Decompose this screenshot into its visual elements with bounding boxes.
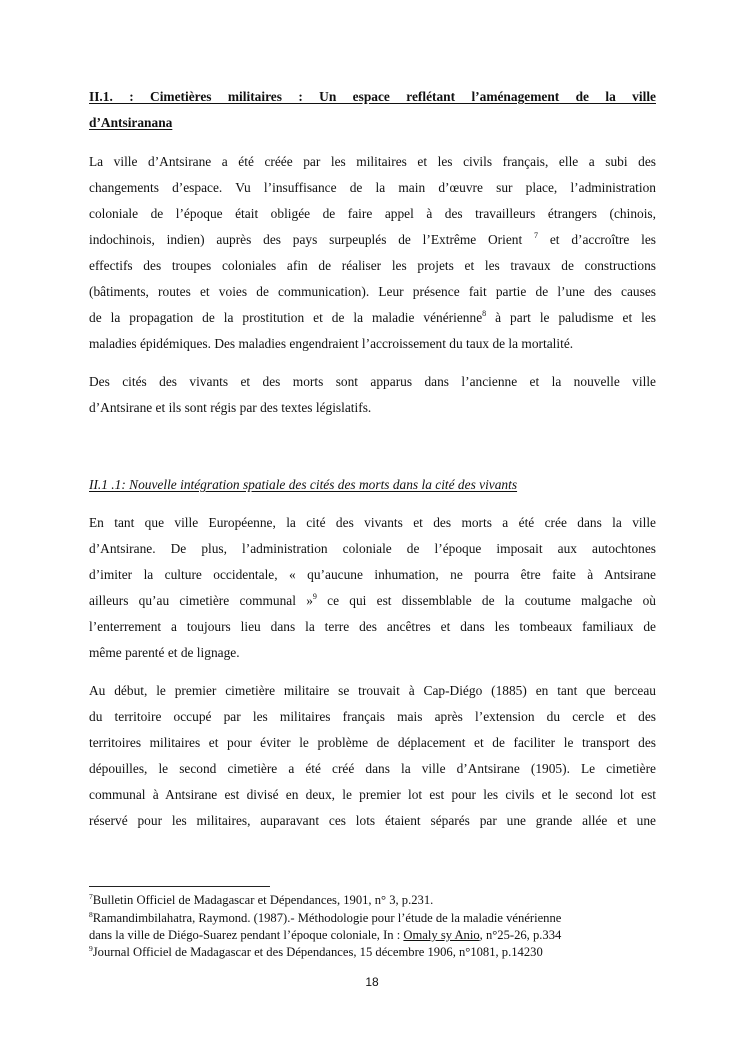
page-number: 18 xyxy=(365,975,379,989)
paragraph-3-line: d’imiter la culture occidentale, « qu’aucune inhumation, ne pourra être faite à Antsirane xyxy=(89,567,656,582)
footnote-text: Bulletin Officiel de Madagascar et Dépendances, 1901, n° 3, p.231. xyxy=(92,893,434,907)
paragraph-2-line: Des cités des vivants et des morts sont apparus dans l’ancienne et la nouvelle ville xyxy=(89,374,656,389)
footnote-ref-7: 7 xyxy=(534,231,539,240)
paragraph-1-line: changements d’espace. Vu l’insuffisance de la main d’œuvre sur place, l’administration xyxy=(89,180,656,195)
footnote-text: Journal Officiel de Madagascar et des Dépendances, 15 décembre 1906, n°1081, p.14230 xyxy=(92,945,543,959)
paragraph-4-line: Au début, le premier cimetière militaire se trouvait à Cap-Diégo (1885) en tant que berceau xyxy=(89,683,656,698)
footnote-8 xyxy=(89,911,656,926)
paragraph-3-text: ce qui est dissemblable de la coutume malgache où xyxy=(316,593,656,608)
section-heading-line-1: II.1. : Cimetières militaires : Un espace reflétant l’aménagement de la ville xyxy=(89,89,656,104)
footnote-number: 9 xyxy=(89,944,93,953)
paragraph-3-line: En tant que ville Européenne, la cité des vivants et des morts a été crée dans la ville xyxy=(89,515,656,530)
paragraph-4-line: territoires militaires et pour éviter le problème de déplacement et de faciliter le transport des xyxy=(89,735,656,750)
section-heading-line-2: d’Antsiranana xyxy=(89,115,173,130)
paragraph-2-line: d’Antsirane et ils sont régis par des textes législatifs. xyxy=(89,400,372,415)
subsection-heading: II.1 .1: Nouvelle intégration spatiale des cités des morts dans la cité des vivants xyxy=(89,477,518,492)
paragraph-1-line: (bâtiments, routes et voies de communication). Leur présence fait partie de l’une des causes xyxy=(89,284,656,299)
footnote-text: , n°25-26, p.334 xyxy=(479,928,562,942)
paragraph-1-line xyxy=(89,232,656,248)
footnote-8-continued xyxy=(89,928,656,943)
footnote-9 xyxy=(89,945,656,960)
footnote-number: 8 xyxy=(89,910,93,919)
footnote-source-title: Omaly sy Anio xyxy=(403,928,480,942)
paragraph-1-text: de la propagation de la prostitution et de la maladie vénérienne xyxy=(89,310,483,325)
paragraph-1-text: et d’accroître les xyxy=(538,232,656,247)
footnote-separator xyxy=(89,886,270,887)
footnote-ref-8: 8 xyxy=(482,309,487,318)
paragraph-4-line: dépouilles, le second cimetière a été créé dans la ville d’Antsirane (1905). Le cimetière xyxy=(89,761,656,776)
paragraph-1-line xyxy=(89,310,656,326)
paragraph-1-line: effectifs des troupes coloniales afin de réaliser les projets et les travaux de constructions xyxy=(89,258,656,273)
paragraph-3-line: même parenté et de lignage. xyxy=(89,645,240,660)
paragraph-3-line xyxy=(89,593,656,609)
paragraph-1-line: coloniale de l’époque était obligée de faire appel à des travailleurs étrangers (chinois, xyxy=(89,206,656,221)
footnote-7 xyxy=(89,893,656,908)
paragraph-3-line: d’Antsirane. De plus, l’administration coloniale de l’époque imposait aux autochtones xyxy=(89,541,656,556)
paragraph-4-line: du territoire occupé par les militaires français mais après l’extension du cercle et des xyxy=(89,709,656,724)
paragraph-1-line: maladies épidémiques. Des maladies engendraient l’accroissement du taux de la mortalité. xyxy=(89,336,574,351)
paragraph-1-text: à part le paludisme et les xyxy=(486,310,657,325)
paragraph-3-line: l’enterrement a toujours lieu dans la terre des ancêtres et dans les tombeaux familiaux de xyxy=(89,619,656,634)
footnote-text: Ramandimbilahatra, Raymond. (1987).- Méthodologie pour l’étude de la maladie vénérienne xyxy=(92,911,562,925)
paragraph-4-line: réservé pour les militaires, auparavant ces lots étaient séparés par une grande allée et une xyxy=(89,813,656,828)
footnote-text: dans la ville de Diégo-Suarez pendant l’époque coloniale, In : xyxy=(89,928,404,942)
footnote-number: 7 xyxy=(89,892,93,901)
footnote-ref-9: 9 xyxy=(312,592,317,601)
paragraph-3-text: ailleurs qu’au cimetière communal » xyxy=(89,593,313,608)
paragraph-1-text: indochinois, indien) auprès des pays surpeuplés de l’Extrême Orient xyxy=(89,232,523,247)
paragraph-4-line: communal à Antsirane est divisé en deux, le premier lot est pour les civils et le second lot est xyxy=(89,787,656,802)
paragraph-1-line: La ville d’Antsirane a été créée par les militaires et les civils français, elle a subi des xyxy=(89,154,656,169)
